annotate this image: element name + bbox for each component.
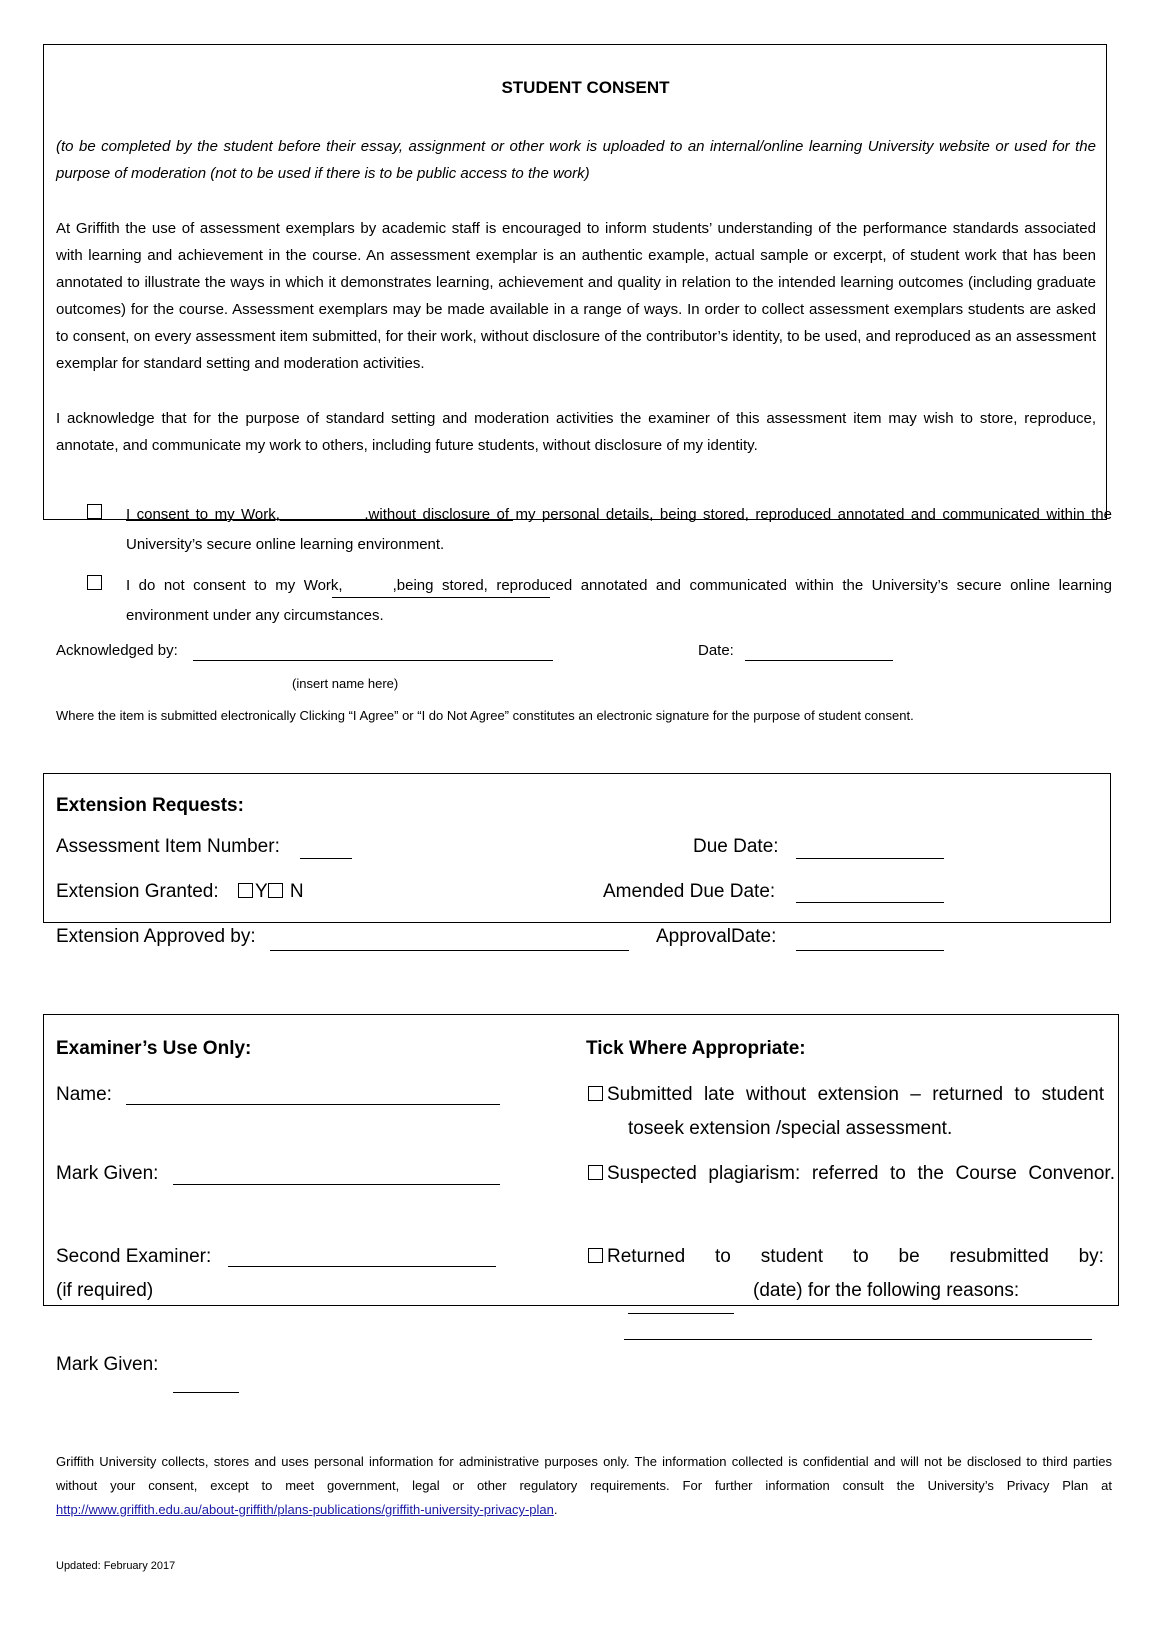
late-submission-text-2: toseek extension /special assessment. [628,1118,953,1139]
resubmission-date-field[interactable] [628,1313,734,1314]
extension-granted-row [56,881,304,903]
amended-due-date-label: Amended Due Date: [603,881,776,902]
extension-yes-checkbox[interactable] [238,883,253,898]
no-consent-option-text [126,571,1112,631]
late-submission-checkbox[interactable] [588,1086,603,1101]
privacy-end: . [553,1502,558,1517]
examiner-name-field[interactable] [126,1104,500,1105]
returned-text-2: (date) for the following reasons: [753,1280,1020,1301]
plagiarism-text: Suspected plagiarism: referred to the Course Convenor. [607,1163,1115,1184]
assessment-item-number-label: Assessment Item Number: [56,836,280,857]
due-date-field[interactable] [796,858,944,859]
second-examiner-label: Second Examiner: [56,1246,212,1267]
examiner-name-label: Name: [56,1084,112,1105]
returned-word: to [852,1246,869,1267]
resubmission-reasons-field[interactable] [624,1339,1092,1340]
extension-heading: Extension Requests: [56,795,244,816]
second-mark-given-field[interactable] [173,1392,239,1393]
consent-acknowledgement: I acknowledge that for the purpose of standard setting and moderation activities the examiner of this assessment item may wish to store, reproduce, annotate, and communicate my work to others, including future students, without disclosure of my identity. [56,410,1096,454]
approval-date-label: ApprovalDate: [656,926,777,947]
returned-word: be [898,1246,920,1267]
privacy-statement [56,1450,1112,1522]
extension-no-checkbox[interactable] [268,883,283,898]
returned-word: by: [1078,1246,1104,1267]
privacy-text: Griffith University collects, stores and uses personal information for administrative purposes only. The information collected is confidential and will not be disclosed to third parties without your consent, except to meet government, legal or other regulatory requirements. For further information consult the University’s Privacy Plan at [56,1454,1112,1493]
no-consent-checkbox[interactable] [87,575,102,590]
consent-body-exemplars: At Griffith the use of assessment exemplars by academic staff is encouraged to inform students’ understanding of the performance standards associated with learning and achievement in the course. An assessment exemplar is an authentic example, actual sample or excerpt, of student work that has been annotated to illustrate the ways in which it demonstrates learning, achievement and quality in relation to the intended learning outcomes (including graduate outcomes) for the course. Assessment exemplars may be made available in a range of ways. In order to collect assessment exemplars students are asked to consent, on every assessment item submitted, for their work, without disclosure of the contributor’s identity, to be used, and reproduced as an assessment exemplar for standard setting and moderation activities. [56,220,1096,372]
returned-word: to [715,1246,731,1267]
returned-text [607,1246,1104,1268]
returned-word: Returned [607,1246,686,1267]
consent-date-label: Date: [698,642,734,659]
returned-word: resubmitted [949,1246,1049,1267]
consent-title: STUDENT CONSENT [501,78,670,97]
late-submission-text: Submitted late without extension – returned to student [607,1084,1104,1105]
tick-heading: Tick Where Appropriate: [586,1038,806,1059]
due-date-label: Due Date: [693,836,779,857]
extension-approved-by-label: Extension Approved by: [56,926,256,947]
amended-due-date-field[interactable] [796,902,944,903]
consent-checkbox[interactable] [87,504,102,519]
updated-date: Updated: February 2017 [56,1560,176,1572]
acknowledged-by-field[interactable] [193,660,553,661]
plagiarism-checkbox[interactable] [588,1165,603,1180]
assessment-item-number-field[interactable] [300,858,352,859]
no-consent-option-text-a: I do not consent to my Work, [126,577,343,594]
examiner-heading: Examiner’s Use Only: [56,1038,252,1059]
second-examiner-field[interactable] [228,1266,496,1267]
acknowledged-by-label: Acknowledged by: [56,642,178,659]
returned-word: student [760,1246,824,1267]
extension-approved-by-field[interactable] [270,950,629,951]
if-required-note: (if required) [56,1280,154,1301]
insert-name-hint: (insert name here) [292,676,399,691]
second-mark-given-label: Mark Given: [56,1354,159,1375]
consent-option-text [126,500,1112,560]
consent-date-field[interactable] [745,660,893,661]
electronic-signature-note: Where the item is submitted electronically Clicking “I Agree” or “I do Not Agree” constitutes an electronic signature for the purpose of student consent. [56,708,914,723]
approval-date-field[interactable] [796,950,944,951]
extension-granted-label: Extension Granted: [56,881,219,902]
extension-yes-label: Y [254,881,268,902]
extension-no-label: N [289,881,304,902]
consent-option-text-a: I consent to my Work, [126,506,287,523]
consent-option-text-b: ,without disclosure of my personal details, being stored, reproduced annotated and communicated within the University’s secure online learning environment. [126,506,1112,553]
privacy-plan-link[interactable]: http://www.griffith.edu.au/about-griffith/plans-publications/griffith-university-privacy-plan [56,1502,554,1517]
mark-given-label: Mark Given: [56,1163,159,1184]
consent-intro: (to be completed by the student before their essay, assignment or other work is uploaded to an internal/online learning University website or used for the purpose of moderation (not to be used if there is to be public access to the work) [56,138,1096,182]
returned-checkbox[interactable] [588,1248,603,1263]
no-consent-option-text-b: ,being stored, reproduced annotated and communicated within the University’s secure online learning environment under any circumstances. [126,577,1112,624]
mark-given-field[interactable] [173,1184,500,1185]
